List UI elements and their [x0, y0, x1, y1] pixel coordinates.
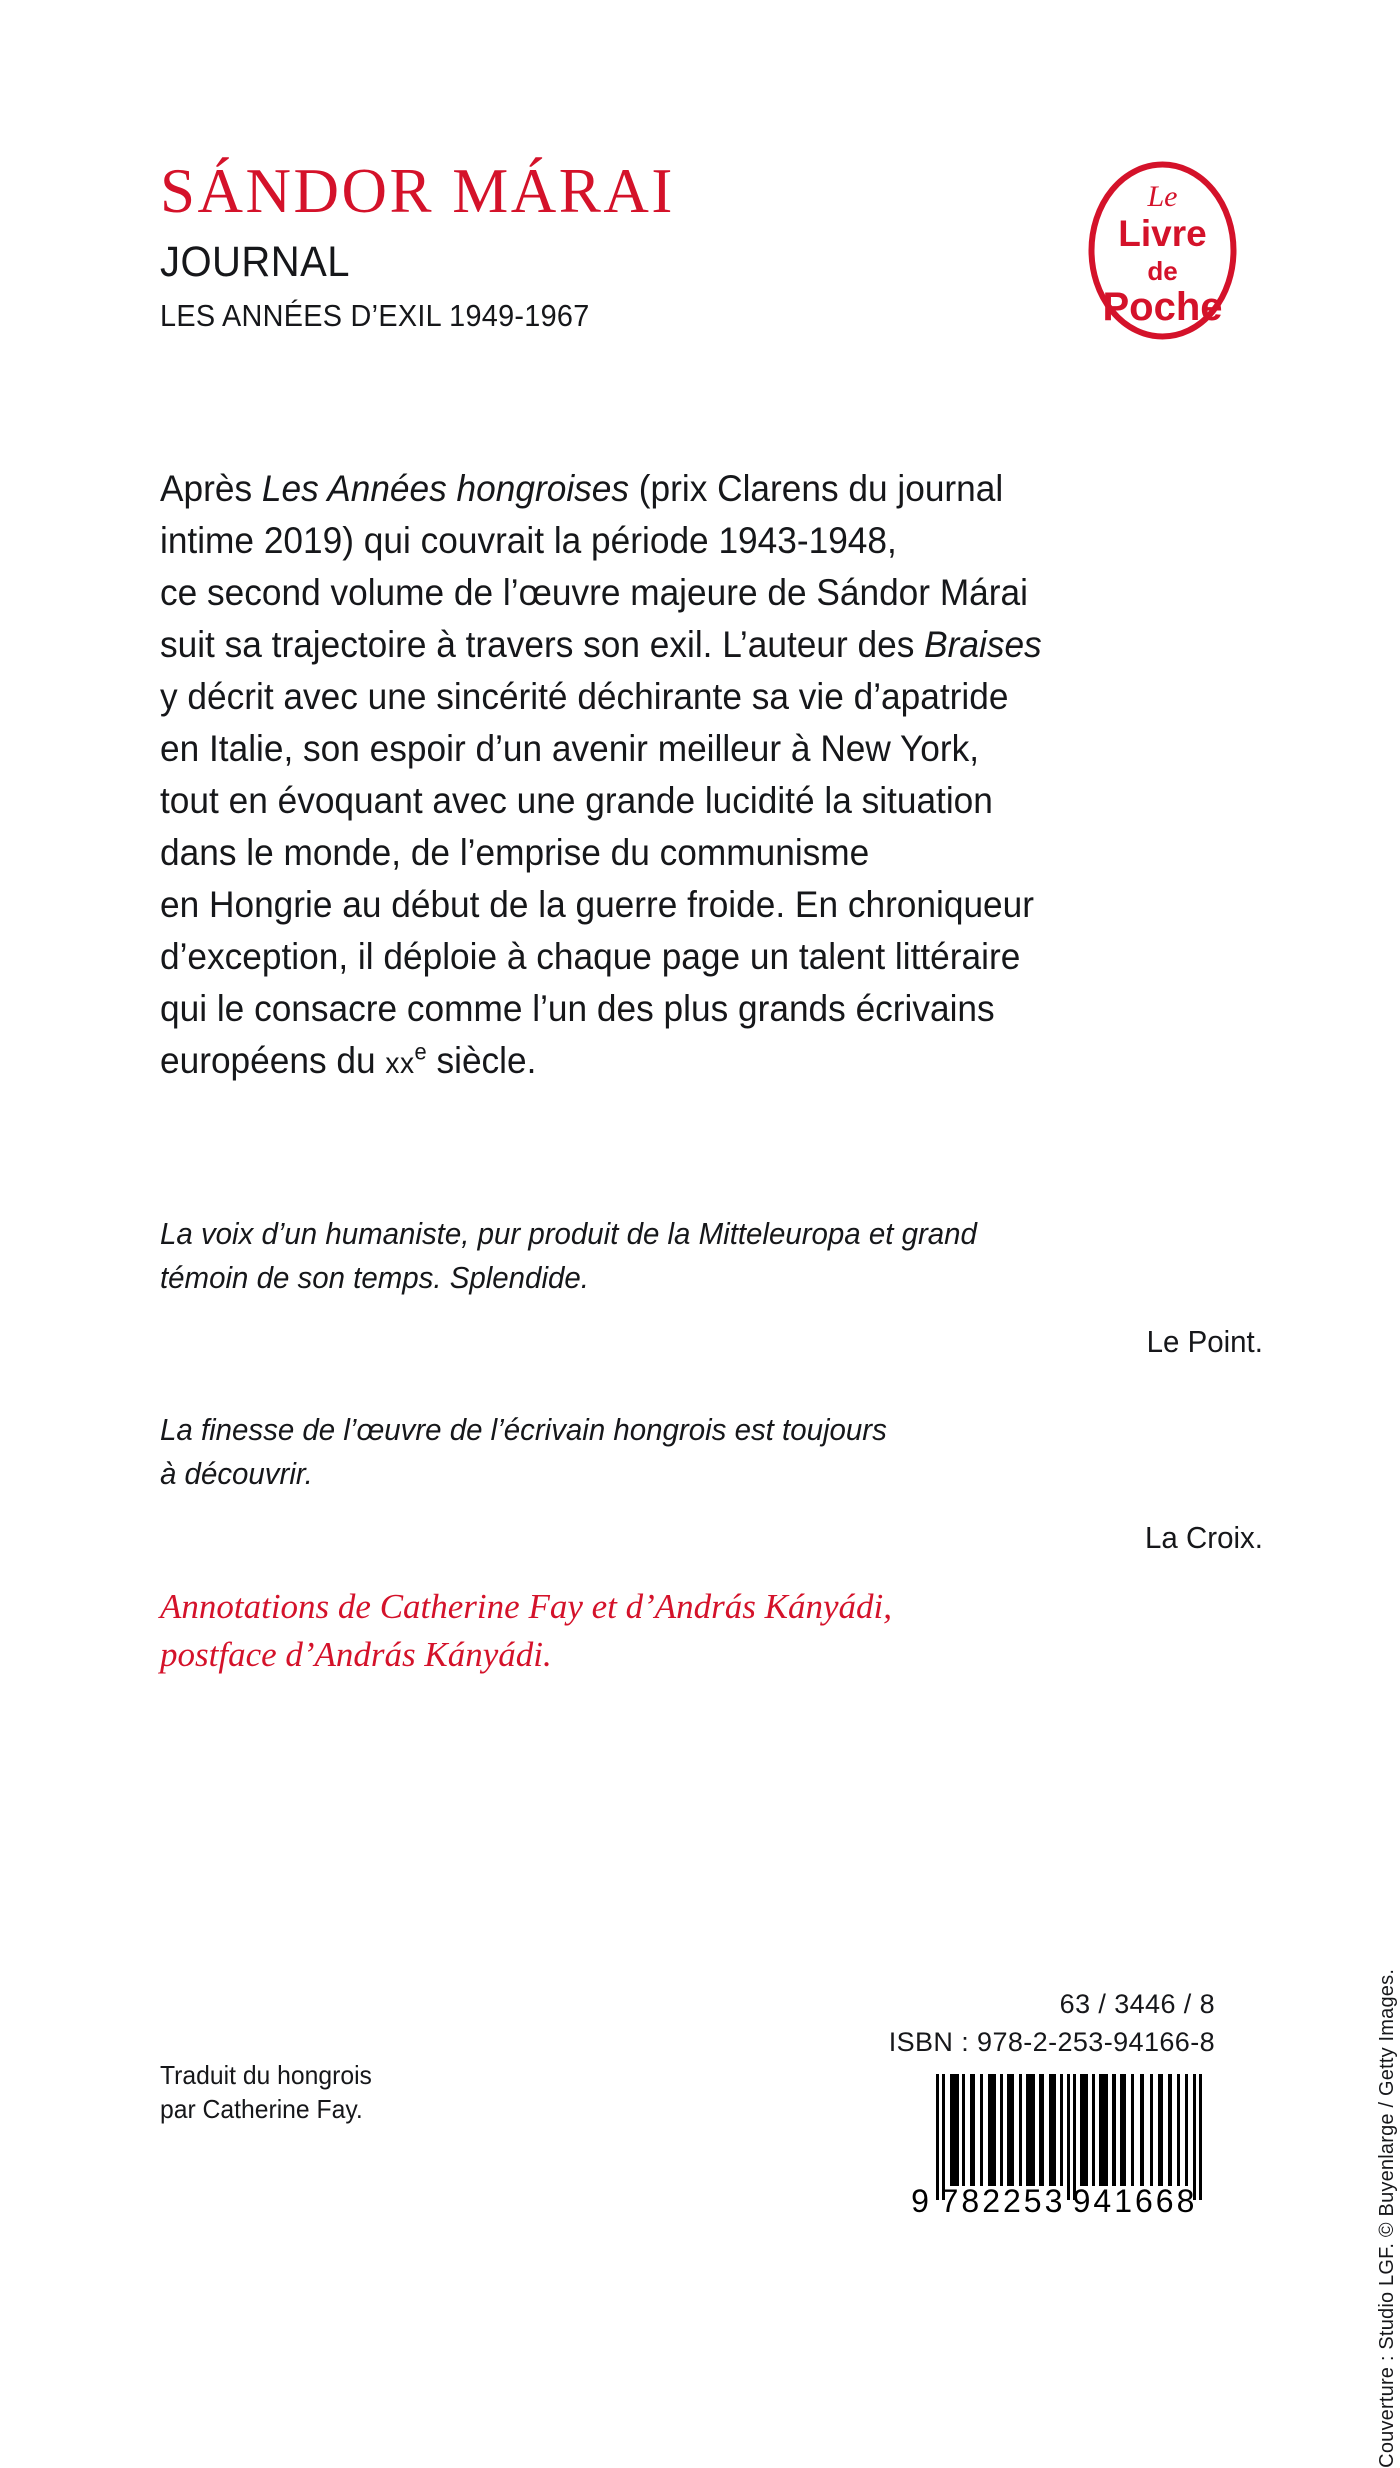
press-quote-source: La Croix. [1145, 1520, 1263, 1555]
svg-text:Poche: Poche [1102, 285, 1223, 329]
translator-line-1: Traduit du hongrois [160, 2060, 372, 2090]
svg-text:941668: 941668 [1072, 2183, 1198, 2219]
svg-text:de: de [1147, 256, 1178, 286]
quote-line: La finesse de l’œuvre de l’écrivain hongrois est toujours [160, 1412, 887, 1447]
isbn-block [889, 1985, 1215, 2061]
svg-text:Livre: Livre [1118, 213, 1207, 254]
quote-line: témoin de son temps. Splendide. [160, 1260, 589, 1295]
book-subtitle: LES ANNÉES D’EXIL 1949-1967 [160, 298, 590, 333]
blurb-line-8: dans le monde, de l’emprise du communisme [160, 831, 870, 873]
book-description [160, 462, 1213, 1090]
blurb-line-10: d’exception, il déploie à chaque page un talent littéraire [160, 935, 1021, 977]
press-quote-text [160, 1408, 1224, 1496]
author-name: SÁNDOR MÁRAI [160, 156, 675, 226]
catalog-number: 63 / 3446 / 8 [1059, 1989, 1215, 2019]
press-quote [160, 1212, 1280, 1364]
press-quote-text [160, 1212, 1224, 1300]
translator-credit [160, 2058, 372, 2126]
svg-text:782253: 782253 [940, 2183, 1066, 2219]
press-quote-source: Le Point. [1146, 1324, 1263, 1359]
blurb-line-7: tout en évoquant avec une grande lucidité la situation [160, 779, 993, 821]
credits-line-2: postface d’András Kányádi. [160, 1635, 552, 1674]
cover-image-credit: Couverture : Studio LGF. © Buyenlarge / Getty Images. [1376, 1968, 1398, 2468]
isbn-number: ISBN : 978-2-253-94166-8 [888, 2027, 1215, 2057]
blurb-line-11: qui le consacre comme l’un des plus grands écrivains [160, 987, 995, 1029]
blurb-line-12: européens du $xx^e$ siècle. [160, 1038, 537, 1081]
book-title: JOURNAL [160, 238, 350, 286]
blurb-line-6: en Italie, son espoir d’un avenir meilleur à New York, [160, 727, 980, 769]
annotation-credits [160, 1583, 1160, 1679]
quote-line: à découvrir. [160, 1456, 313, 1491]
svg-text:Le: Le [1147, 180, 1178, 213]
blurb-line-3: ce second volume de l’œuvre majeure de Sándor Márai [160, 571, 1028, 613]
blurb-line-4: suit sa trajectoire à travers son exil. L’auteur des Braises [160, 623, 1042, 665]
translator-line-2: par Catherine Fay. [160, 2094, 363, 2124]
quote-line: La voix d’un humaniste, pur produit de la Mitteleuropa et grand [160, 1216, 977, 1251]
press-quote [160, 1408, 1280, 1560]
blurb-line-9: en Hongrie au début de la guerre froide. En chroniqueur [160, 883, 1035, 925]
blurb-line-2: intime 2019) qui couvrait la période 1943-1948, [160, 519, 897, 561]
cover-header [160, 156, 1240, 333]
blurb-line-1: Après Les Années hongroises (prix Clarens du journal [160, 467, 1004, 509]
credits-line-1: Annotations de Catherine Fay et d’András Kányádi, [160, 1587, 892, 1626]
svg-text:9: 9 [911, 2183, 929, 2219]
blurb-line-5: y décrit avec une sincérité déchirante sa vie d’apatride [160, 675, 1009, 717]
press-quotes [160, 1212, 1280, 1604]
ean13-barcode [900, 2070, 1230, 2230]
le-livre-de-poche-logo [1085, 158, 1240, 343]
